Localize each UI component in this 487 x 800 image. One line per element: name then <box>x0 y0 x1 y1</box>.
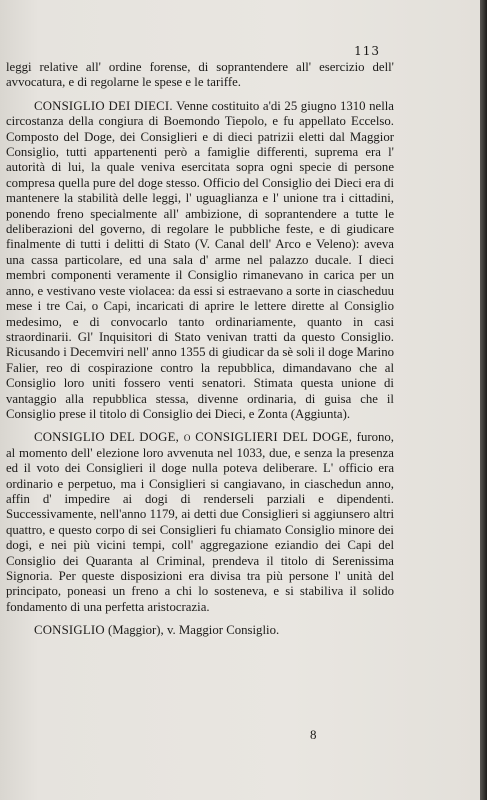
entry-text: (Maggior), v. Maggior Consiglio. <box>104 623 280 638</box>
page-text <box>6 60 394 647</box>
entry-consiglio-dei-dieci <box>6 99 394 423</box>
page-edge-shadow <box>480 0 487 800</box>
entry-text: furono, al momento dell' elezione loro avvenuta nel 1033, due, e senza la presenza ed il voto dei Consiglieri il doge nulla poteva deliberare. L' officio era ordinario e perpetuo, ma i Consiglieri si cangiavano, in ciaschedun anno, affin d' impedire ai dogi di renderseli parziali e dipendenti. Successivamente, nell'anno 1179, ai detti due Consiglieri si aggiunsero altri quattro, e questo corpo di sei Consiglieri fu chiamato Consiglio minore dei dogi, e nei più vicini tempi, coll' aggregazione eziandio dei Capi del Consiglio dei Quaranta al Criminal, prendeva il titolo di Serenissima Signoria. Per queste disposizioni era divisa tra più persone l' unità del principato, poneasi un freno a chi lo sosteneva, e si stabiliva il solido fondamento di una perfetta aristocrazia. <box>6 430 394 614</box>
entry-heading: CONSIGLIO <box>34 623 105 638</box>
entry-text: Venne costituito a'di 25 giugno 1310 nella circostanza della congiura di Boemondo Tiepolo, e fu appellato Eccelso. Composto del Doge, dei Consiglieri e di dieci patrizii eletti dal Maggior Consiglio, tutti appartenenti però a famiglie differenti, suprema era l' autorità di lui, la quale veniva esercitata sopra ogni specie di persone compresa quella pure del doge stesso. Officio del Consiglio dei Dieci era di mantenere la stabilità delle leggi, l' uguaglianza e l' unione tra i cittadini, ponendo freno specialmente all' ambizione, di soprantendere a tutte le deliberazioni del governo, di regolare le pubbliche feste, e di giudicare finalmente di tutti i delitti di Stato (V. Canal dell' Arco e Veleno): aveva una cassa particolare, ed una sala d' arme nel palazzo ducale. I dieci membri componenti veramente il Consiglio rimanevano in carica per un anno, e vestivano veste violacea: da essi si estraevano a sorte in ciascheduu mese i tre Cai, o Capi, incaricati di aprire le lettere dirette al Consiglio medesimo, e di convocarlo tanto ordinariamente, quanto in casi straordinarii. Gl' Inquisitori di Stato venivan tratti da questo Consiglio. Ricusando i Decemviri nell' anno 1355 di giudicar da sè soli il doge Marino Falier, reo di cospirazione contro la repubblica, dimandavano che al Consiglio loro uniti fossero venti senatori. Stimata questa unione di vantaggio alla repubblica stessa, divenne ordinaria, di guisa che il Consiglio prese il titolo di Consiglio dei Dieci, e Zonta (Aggiunta). <box>6 98 394 421</box>
entry-consiglio-del-doge <box>6 430 394 615</box>
entry-heading: CONSIGLIO DEI DIECI. <box>34 98 173 113</box>
entry-consiglio-maggior <box>6 623 394 638</box>
signature-mark: 8 <box>310 727 317 742</box>
paragraph-text: leggi relative all' ordine forense, di soprantendere all' esercizio dell' avvocatura, e di regolarne le spese e le tariffe. <box>6 60 394 90</box>
paragraph-continuation <box>6 60 394 91</box>
page-number: 113 <box>354 44 380 58</box>
entry-heading: CONSIGLIO DEL DOGE, o CONSIGLIERI DEL DOGE, <box>34 430 353 445</box>
